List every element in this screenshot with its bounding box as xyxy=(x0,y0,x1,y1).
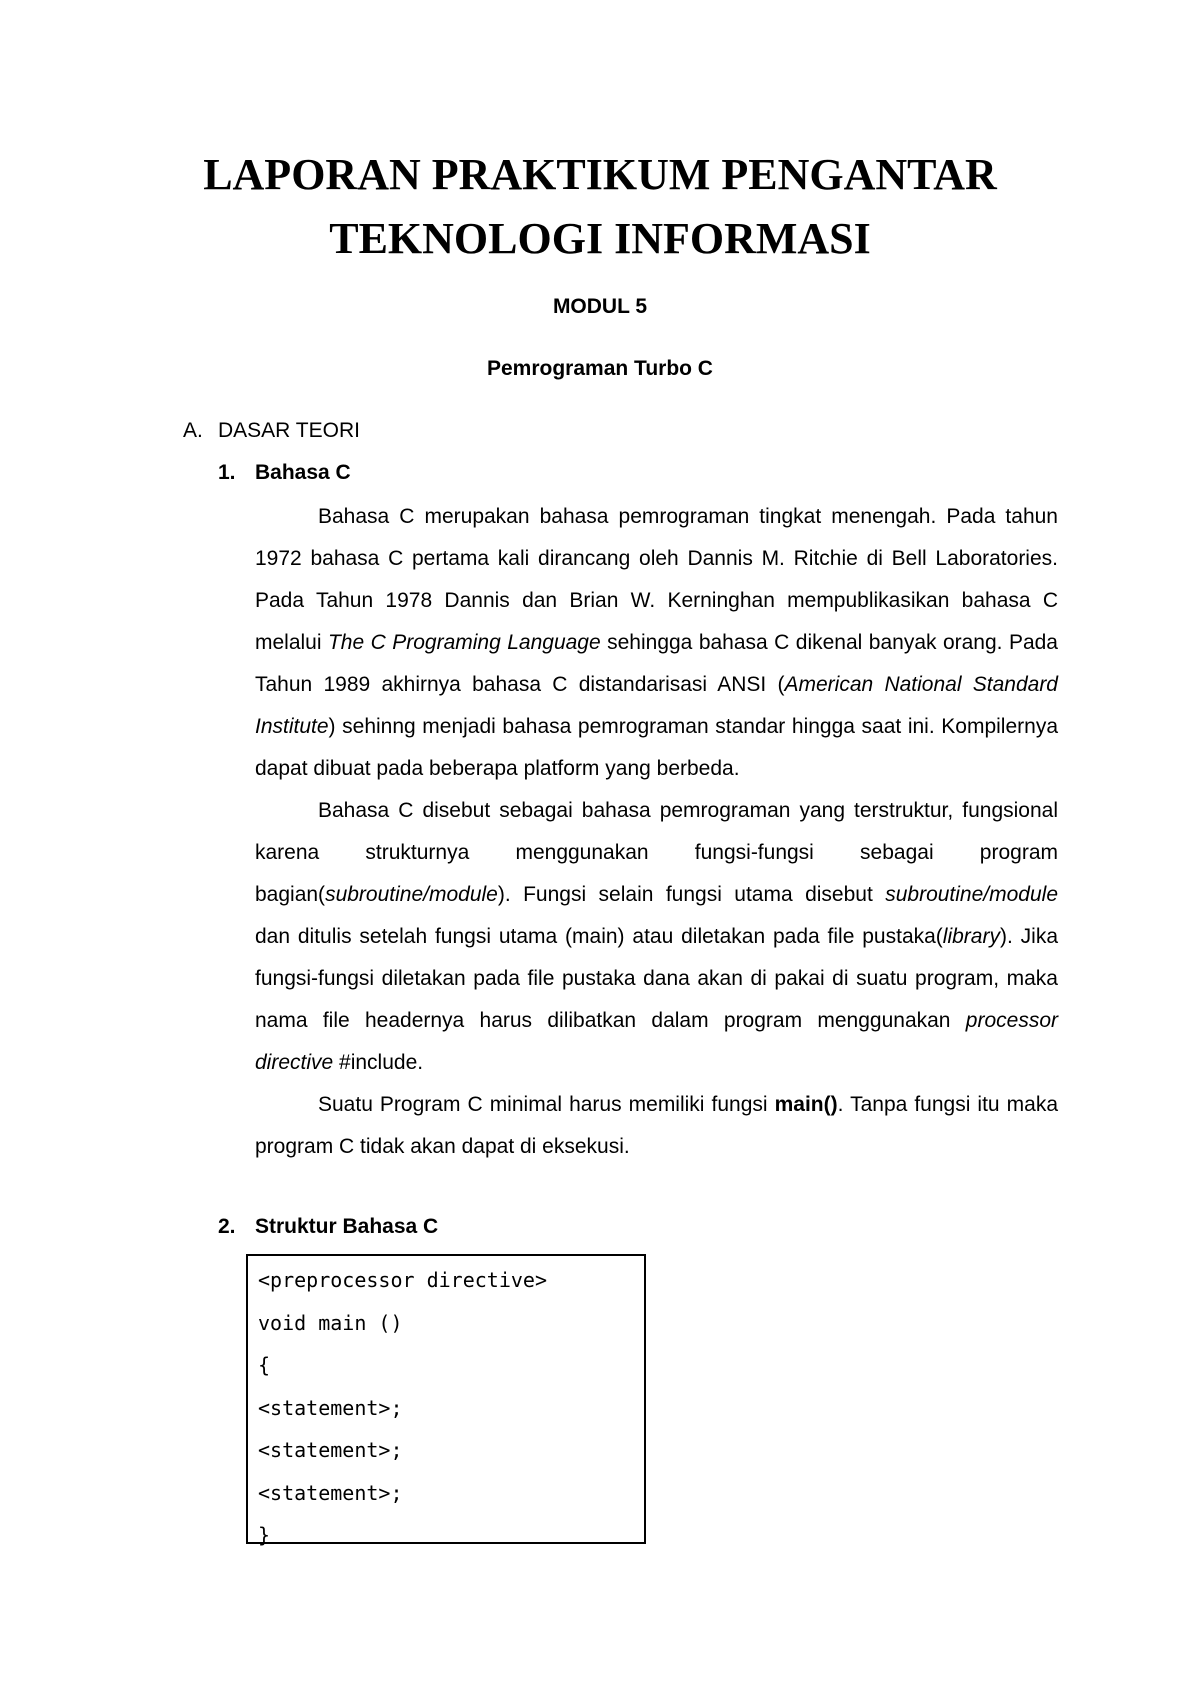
italic-run: processor directive xyxy=(255,1009,1058,1074)
text-run: ). Fungsi selain fungsi utama disebut xyxy=(497,883,886,906)
item-1-heading xyxy=(218,459,618,487)
text-run: dan ditulis setelah fungsi utama (main) atau diletakan pada file pustaka( xyxy=(255,925,943,948)
code-line: <statement>; xyxy=(258,1480,403,1505)
text-run: Bahasa C disebut sebagai bahasa pemrograman yang terstruktur, fungsional karena strukturnya menggunakan fungsi-fungsi sebagai program bagian( xyxy=(255,799,1058,906)
item-2-title: Struktur Bahasa C xyxy=(255,1215,439,1238)
item-2-marker: 2. xyxy=(218,1215,236,1238)
module-subtitle: Pemrograman Turbo C xyxy=(487,357,713,380)
item-1-body xyxy=(255,496,1058,1168)
paragraph-structured-language xyxy=(255,790,1058,1084)
italic-run: The C Programing Language xyxy=(327,631,601,654)
item-2-heading xyxy=(218,1213,618,1241)
code-structure-box xyxy=(246,1254,646,1547)
report-title-line-2: TEKNOLOGI INFORMASI xyxy=(329,214,871,263)
italic-run: American National Standard Institute xyxy=(255,673,1058,738)
text-run: sehingga bahasa C dikenal banyak orang. Pada Tahun 1989 akhirnya bahasa C distandarisasi ANSI ( xyxy=(255,631,1058,696)
code-line: { xyxy=(258,1353,271,1377)
paragraph-bahasa-c-history xyxy=(255,496,1058,790)
item-1-title: Bahasa C xyxy=(255,461,351,484)
bold-run: main() xyxy=(774,1093,838,1116)
text-run: . Tanpa fungsi itu maka program C tidak akan dapat di eksekusi. xyxy=(255,1093,1058,1158)
code-line: <statement>; xyxy=(258,1395,403,1420)
code-line: <statement>; xyxy=(258,1438,403,1462)
text-run: #include. xyxy=(333,1051,424,1074)
text-run: Suatu Program C minimal harus memiliki fungsi xyxy=(318,1093,775,1116)
italic-run: subroutine/module xyxy=(885,883,1058,906)
section-a-title: DASAR TEORI xyxy=(218,419,360,442)
report-title-line-1: LAPORAN PRAKTIKUM PENGANTAR xyxy=(203,150,997,199)
paragraph-main-function xyxy=(255,1084,1058,1168)
section-a-heading xyxy=(183,417,583,445)
text-run: ). Jika fungsi-fungsi diletakan pada file pustaka dana akan di pakai di suatu program, maka nama file headernya harus dilibatkan dalam program menggunakan xyxy=(255,925,1058,1032)
italic-run: subroutine/module xyxy=(325,883,498,906)
text-run: Bahasa C merupakan bahasa pemrograman tingkat menengah. Pada tahun 1972 bahasa C pertama kali dirancang oleh Dannis M. Ritchie di Bell Laboratories. Pada Tahun 1978 Dannis dan Brian W. Kerninghan mempublikasikan bahasa C melalui xyxy=(255,505,1058,654)
code-line: } xyxy=(258,1523,271,1547)
code-line: <preprocessor directive> xyxy=(258,1268,547,1292)
section-a-marker: A. xyxy=(183,419,203,442)
item-1-marker: 1. xyxy=(218,461,236,484)
code-line: void main () xyxy=(258,1310,403,1335)
text-run: ) sehinng menjadi bahasa pemrograman standar hingga saat ini. Kompilernya dapat dibuat pada beberapa platform yang berbeda. xyxy=(255,715,1058,780)
module-label: MODUL 5 xyxy=(552,295,648,318)
italic-run: library xyxy=(942,925,1000,948)
